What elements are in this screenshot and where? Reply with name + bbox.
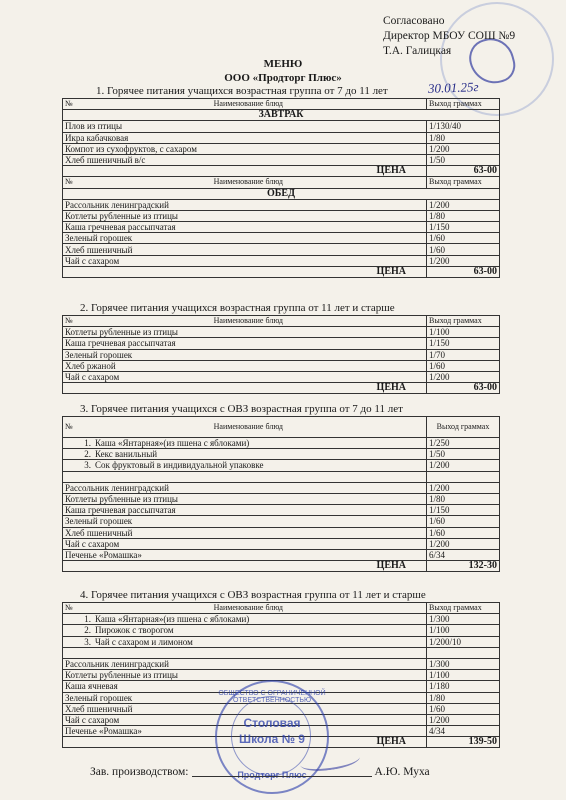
- price-row: ЦЕНА 132-30: [63, 561, 500, 572]
- col-out-header: Выход граммах: [427, 417, 500, 438]
- table-row: Чай с сахаром 1/200: [63, 714, 500, 725]
- table-row: Котлеты рубленные из птицы 1/100: [63, 327, 500, 338]
- meal-heading: ОБЕД: [63, 188, 500, 199]
- price-row: ЦЕНА 63-00: [63, 383, 500, 394]
- table-row: Хлеб пшеничный 1/60: [63, 703, 500, 714]
- table-row: Плов из птицы 1/130/40: [63, 121, 500, 132]
- table-row: Хлеб ржаной 1/60: [63, 360, 500, 371]
- approval-date: 30.01.25г: [427, 79, 479, 96]
- table-row: Каша гречневая рассыпчатая 1/150: [63, 338, 500, 349]
- col-name-header: № Наименование блюд: [63, 603, 427, 614]
- table-row: Каша гречневая рассыпчатая 1/150: [63, 505, 500, 516]
- footer-signature-line: [90, 766, 430, 778]
- table-row: 2. Пирожок с творогом 1/100: [63, 625, 500, 636]
- table-row: Рассольник ленинградский 1/300: [63, 658, 500, 669]
- table-row: Каша гречневая рассыпчатая 1/150: [63, 222, 500, 233]
- table-row: 3. Чай с сахаром и лимоном 1/200/10: [63, 636, 500, 647]
- table-row: Зеленый горошек 1/80: [63, 692, 500, 703]
- approval-position: Директор МБОУ СОШ №9: [383, 30, 516, 42]
- col-name-header: № Наименование блюд: [63, 316, 427, 327]
- table-row: Хлеб пшеничный в/с 1/50: [63, 154, 500, 165]
- table-row: Рассольник ленинградский 1/200: [63, 199, 500, 210]
- page-title: МЕНЮ: [263, 58, 303, 70]
- section-heading: 4. Горячее питания учащихся с ОВЗ возрастная группа от 11 лет и старше: [80, 589, 426, 601]
- table-row: Хлеб пшеничный 1/60: [63, 527, 500, 538]
- col-out-header: Выход граммах: [427, 316, 500, 327]
- table-row: Зеленый горошек 1/60: [63, 516, 500, 527]
- table-row: Чай с сахаром 1/200: [63, 538, 500, 549]
- footer-label: Зав. производством:: [90, 766, 189, 778]
- col-name-header: № Наименование блюд: [63, 177, 427, 188]
- table-row: Зеленый горошек 1/70: [63, 349, 500, 360]
- table-row: Хлеб пшеничный 1/60: [63, 244, 500, 255]
- approval-name: Т.А. Галицкая: [383, 45, 452, 57]
- section-heading: 3. Горячее питания учащихся с ОВЗ возрастная группа от 7 до 11 лет: [80, 403, 403, 415]
- col-name-header: № Наименование блюд: [63, 99, 427, 110]
- table-row: Рассольник ленинградский 1/200: [63, 482, 500, 493]
- price-row: ЦЕНА 139-50: [63, 737, 500, 748]
- table-row: 1. Каша «Янтарная»(из пшена с яблоками) 1/300: [63, 614, 500, 625]
- section-heading: 2. Горячее питания учащихся возрастная группа от 11 лет и старше: [80, 302, 395, 314]
- meal-heading: ЗАВТРАК: [63, 110, 500, 121]
- col-out-header: Выход граммах: [427, 99, 500, 110]
- price-row: ЦЕНА 63-00: [63, 166, 500, 177]
- table-row: Компот из сухофруктов, с сахаром 1/200: [63, 143, 500, 154]
- table-row: Котлеты рубленные из птицы 1/80: [63, 210, 500, 221]
- table-row: 1. Каша «Янтарная»(из пшена с яблоками) 1/250: [63, 438, 500, 449]
- approval-title: Согласовано: [383, 15, 445, 27]
- col-out-header: Выход граммах: [427, 603, 500, 614]
- table-row: Чай с сахаром 1/200: [63, 255, 500, 266]
- price-row: ЦЕНА 63-00: [63, 266, 500, 277]
- table-row: 2. Кекс ванильный 1/50: [63, 449, 500, 460]
- footer-signer: А.Ю. Муха: [374, 766, 430, 778]
- menu-table-1: [62, 98, 500, 278]
- menu-table-3: [62, 416, 500, 572]
- table-row: Зеленый горошек 1/60: [63, 233, 500, 244]
- menu-table-2: [62, 315, 500, 394]
- organization-stamp: ОБЩЕСТВО С ОГРАНИЧЕННОЙ ОТВЕТСТВЕННОСТЬЮ Столовая Школа № 9 Продторг Плюс: [215, 680, 329, 794]
- table-row: Печенье «Ромашка» 6/34: [63, 549, 500, 560]
- section-heading: 1. Горячее питания учащихся возрастная группа от 7 до 11 лет: [96, 85, 388, 97]
- table-row: 3. Сок фруктовый в индивидуальной упаковке 1/200: [63, 460, 500, 471]
- col-out-header: Выход граммах: [427, 177, 500, 188]
- table-row: Чай с сахаром 1/200: [63, 371, 500, 382]
- company-name: ООО «Продторг Плюс»: [224, 72, 342, 84]
- table-row: Котлеты рубленные из птицы 1/100: [63, 670, 500, 681]
- table-row: Икра кабачковая 1/80: [63, 132, 500, 143]
- table-row: Каша ячневая 1/180: [63, 681, 500, 692]
- table-row: Котлеты рубленные из птицы 1/80: [63, 493, 500, 504]
- table-row: [63, 471, 500, 482]
- table-row: Печенье «Ромашка» 4/34: [63, 726, 500, 737]
- approval-block: [383, 14, 515, 59]
- col-name-header: № Наименование блюд: [63, 417, 427, 438]
- table-row: [63, 647, 500, 658]
